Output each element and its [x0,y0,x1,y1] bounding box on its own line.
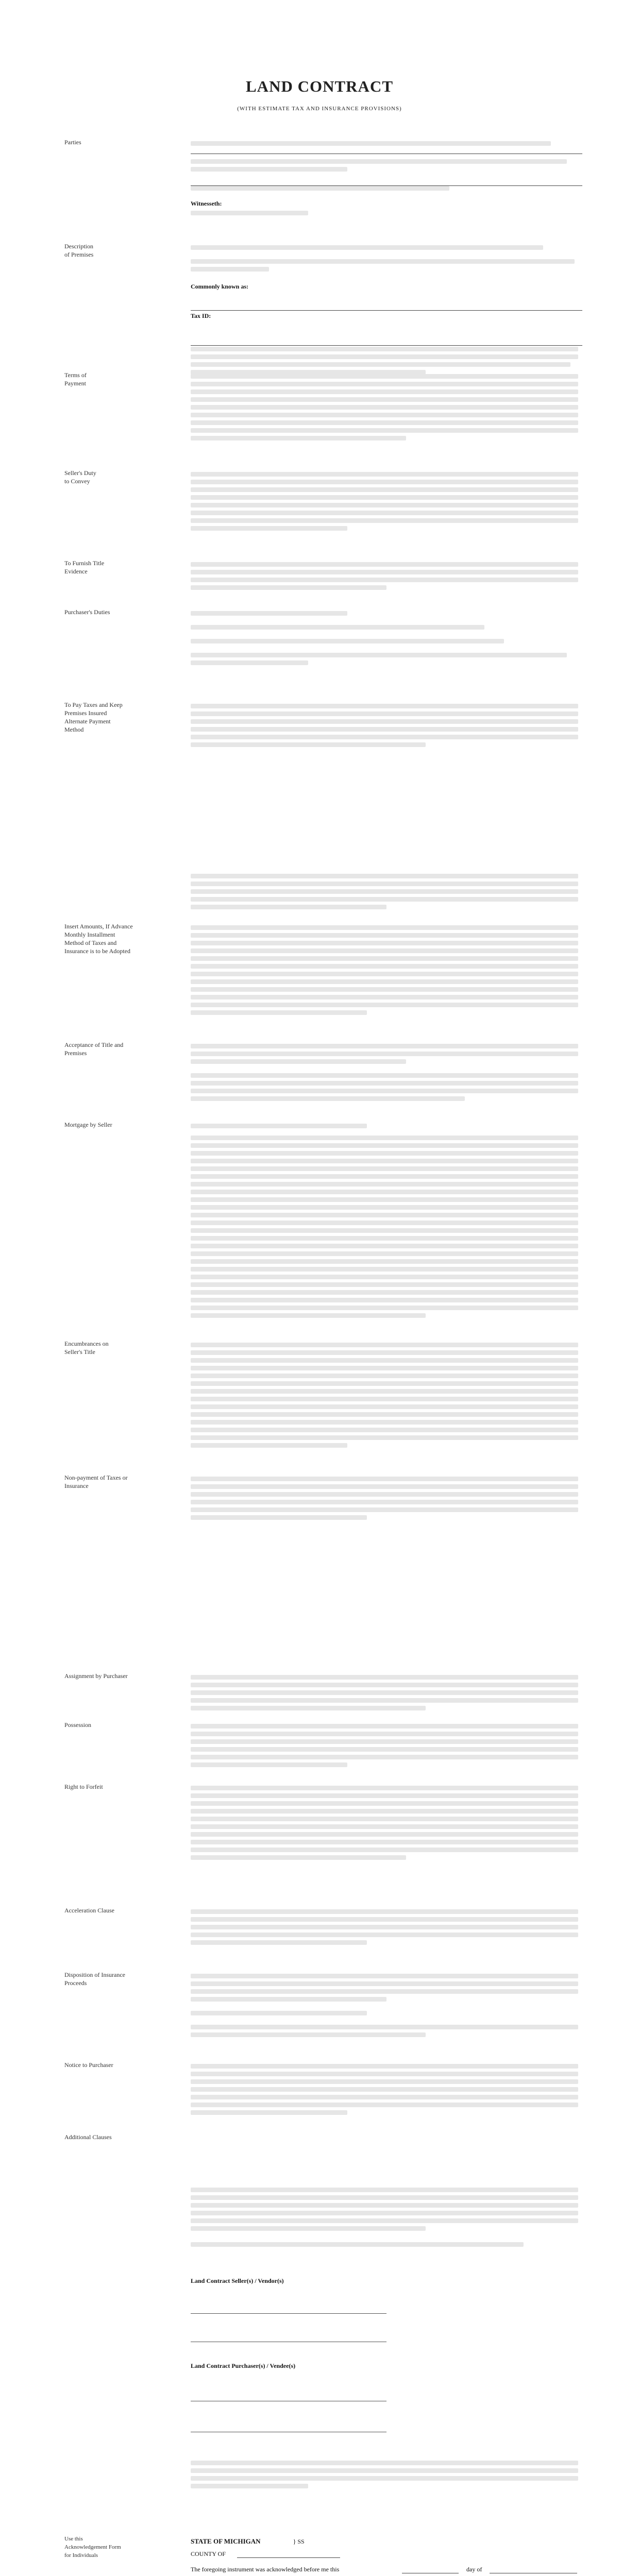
ack-individual-dayof: day of [466,2566,482,2573]
closing-block [191,2458,582,2488]
seller-signature-label: Land Contract Seller(s) / Vendor(s) [191,2277,284,2284]
witnesseth-heading: Witnesseth: [191,200,222,207]
assessment-block [191,922,582,1015]
ack-individual-intro: The foregoing instrument was acknowledged before me this [191,2566,340,2573]
label-ack-individual: Use this Acknowledgement Form for Individuals [64,2536,121,2558]
tax-id-label: Tax ID: [191,312,211,319]
seller-duty-block [191,469,582,531]
label-additional: Additional Clauses [64,2133,112,2141]
title-evidence-block [191,559,582,590]
mortgage-block [191,1121,582,1318]
parties-block [191,138,582,215]
label-seller-duty: Seller's Duty to Convey [64,469,96,485]
additional-block [191,2184,582,2247]
forfeit-block [191,1783,582,1860]
label-mortgage: Mortgage by Seller [64,1121,112,1128]
commonly-known-label: Commonly known as: [191,283,249,290]
ack-individual [191,2537,305,2546]
label-possession: Possession [64,1721,92,1728]
nonpayment-block [191,1473,582,1520]
label-acceptance: Acceptance of Title and Premises [64,1041,124,1057]
label-assessments: Insert Amounts, If Advance Monthly Installment Method of Taxes and Insurance is to be Adopted [64,923,133,955]
encumbrances-block [191,1340,582,1448]
label-notice: Notice to Purchaser [64,2061,113,2069]
insurance-block [191,701,582,747]
purchaser-signature-block [191,2362,582,2370]
description-block [191,242,582,375]
acceleration-block [191,1906,582,1945]
terms-block [191,371,582,440]
label-assignment: Assignment by Purchaser [64,1672,128,1680]
assignment-block [191,1672,582,1710]
document-title: LAND CONTRACT [246,77,393,95]
ack-individual-county: COUNTY OF [191,2550,226,2557]
label-description: Description of Premises [64,243,94,258]
label-insurance: To Pay Taxes and Keep Premises Insured Alternate Payment Method [64,701,123,733]
seller-signature-line-1[interactable] [191,2313,386,2314]
document-subtitle: (WITH ESTIMATE TAX AND INSURANCE PROVISIONS) [237,106,402,112]
seller-signature-block [191,2277,582,2285]
ack-individual-ss: } SS [293,2538,305,2545]
disposition-block [191,1971,582,2037]
purchaser-signature-label: Land Contract Purchaser(s) / Vendee(s) [191,2362,296,2369]
assessment-intro [191,871,582,909]
label-forfeit: Right to Forfeit [64,1783,103,1790]
label-title-evidence: To Furnish Title Evidence [64,560,105,575]
label-terms: Terms of Payment [64,371,87,387]
purchaser-duties-block [191,608,582,665]
label-encumbrances: Encumbrances on Seller's Title [64,1340,109,1355]
acceptance-block [191,1041,582,1101]
label-acceleration: Acceleration Clause [64,1907,114,1914]
label-purchaser-duties: Purchaser's Duties [64,608,110,616]
ack-individual-state: STATE OF MICHIGAN [191,2537,261,2545]
label-nonpayment: Non-payment of Taxes or Insurance [64,1474,128,1489]
label-disposition: Disposition of Insurance Proceeds [64,1971,125,1987]
notice-block [191,2061,582,2115]
label-parties: Parties [64,139,81,146]
possession-block [191,1721,582,1767]
